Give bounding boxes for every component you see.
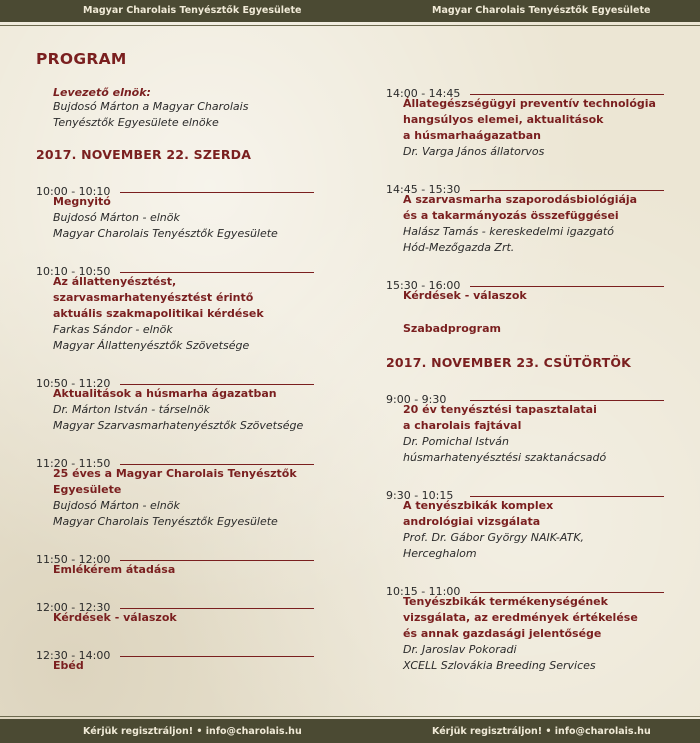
time-row — [386, 274, 676, 292]
speaker-line: Magyar Charolais Tenyésztők Egyesülete — [53, 227, 278, 240]
schedule-item — [386, 388, 676, 466]
speaker-line: XCELL Szlovákia Breeding Services — [403, 659, 596, 672]
item-body — [53, 194, 326, 242]
footer-bar — [0, 719, 700, 743]
speaker-line: Dr. Márton István - társelnök — [53, 403, 210, 416]
session-title: Megnyitó — [53, 195, 111, 208]
session-title: és annak gazdasági jelentősége — [403, 627, 602, 640]
time-slot: 10:15 - 11:00 — [386, 585, 461, 598]
time-slot: 15:30 - 16:00 — [386, 279, 461, 292]
session-title: és a takarmányozás összefüggései — [403, 209, 619, 222]
session-title: 25 éves a Magyar Charolais Tenyésztők — [53, 467, 297, 480]
time-row — [36, 452, 326, 470]
chair-line: Bujdosó Márton a Magyar Charolais — [53, 100, 249, 113]
time-slot: 11:20 - 11:50 — [36, 457, 111, 470]
time-slot: 9:00 - 9:30 — [386, 393, 447, 406]
item-body — [403, 96, 676, 160]
speaker-line: Herceghalom — [403, 547, 477, 560]
schedule-item — [36, 372, 326, 434]
speaker-line: húsmarhatenyésztési szaktanácsadó — [403, 451, 607, 464]
time-row — [36, 548, 326, 566]
schedule-item — [386, 484, 676, 562]
time-slot: 12:00 - 12:30 — [36, 601, 111, 614]
time-rule — [470, 286, 664, 287]
chair-block — [53, 86, 326, 131]
schedule-item — [36, 452, 326, 530]
time-row — [36, 644, 326, 662]
speaker-line: Hód-Mezőgazda Zrt. — [403, 241, 515, 254]
time-slot: 12:30 - 14:00 — [36, 649, 111, 662]
footer-divider — [0, 716, 700, 717]
time-rule — [470, 190, 664, 191]
time-rule — [120, 560, 314, 561]
day1-schedule-continued — [386, 82, 676, 304]
session-title: vizsgálata, az eredmények értékelése — [403, 611, 638, 624]
session-title: Állategészségügyi preventív technológia — [403, 97, 656, 110]
speaker-line: Magyar Állattenyésztők Szövetsége — [53, 339, 250, 352]
day1-schedule — [36, 180, 326, 674]
schedule-item — [36, 260, 326, 354]
time-row — [386, 178, 676, 196]
time-rule — [470, 94, 664, 95]
time-row — [36, 180, 326, 198]
chair-label: Levezető elnök: — [53, 86, 151, 99]
session-title: A szarvasmarha szaporodásbiológiája — [403, 193, 638, 206]
speaker-line: Magyar Szarvasmarhatenyésztők Szövetsége — [53, 419, 304, 432]
item-body — [403, 192, 676, 256]
schedule-item — [36, 596, 326, 626]
time-slot: 10:00 - 10:10 — [36, 185, 111, 198]
session-title: Aktualitások a húsmarha ágazatban — [53, 387, 277, 400]
speaker-line: Dr. Varga János állatorvos — [403, 145, 545, 158]
free-program: Szabadprogram — [403, 322, 501, 335]
header-org-right: Magyar Charolais Tenyésztők Egyesülete — [432, 5, 651, 16]
session-title: Tenyészbikák termékenységének — [403, 595, 608, 608]
time-rule — [120, 384, 314, 385]
time-rule — [120, 656, 314, 657]
time-slot: 11:50 - 12:00 — [36, 553, 111, 566]
item-body — [403, 498, 676, 562]
speaker-line: Bujdosó Márton - elnök — [53, 499, 180, 512]
schedule-item — [36, 548, 326, 578]
time-rule — [120, 272, 314, 273]
session-title: szarvasmarhatenyésztést érintő — [53, 291, 254, 304]
header-divider — [0, 25, 700, 26]
time-row — [386, 580, 676, 598]
session-title: Kérdések - válaszok — [403, 289, 527, 302]
time-row — [386, 82, 676, 100]
time-row — [36, 260, 326, 278]
program-title: PROGRAM — [36, 50, 127, 68]
chair-line: Tenyésztők Egyesülete elnöke — [53, 116, 219, 129]
time-slot: 14:45 - 15:30 — [386, 183, 461, 196]
speaker-line: Halász Tamás - kereskedelmi igazgató — [403, 225, 614, 238]
time-rule — [120, 192, 314, 193]
schedule-item — [386, 274, 676, 304]
time-row — [386, 388, 676, 406]
time-rule — [120, 464, 314, 465]
speaker-line: Magyar Charolais Tenyésztők Egyesülete — [53, 515, 278, 528]
session-title: A tenyészbikák komplex — [403, 499, 554, 512]
speaker-line: Bujdosó Márton - elnök — [53, 211, 180, 224]
left-column — [36, 50, 326, 692]
speaker-line: Farkas Sándor - elnök — [53, 323, 173, 336]
footer-registration-right: Kérjük regisztráljon! • info@charolais.hu — [432, 726, 651, 737]
day2-schedule — [386, 388, 676, 674]
speaker-line: Dr. Jaroslav Pokoradi — [403, 643, 517, 656]
session-title: a charolais fajtával — [403, 419, 522, 432]
item-body — [403, 402, 676, 466]
session-title: Egyesülete — [53, 483, 122, 496]
day1-heading: 2017. NOVEMBER 22. SZERDA — [36, 147, 252, 162]
session-title: Az állattenyésztést, — [53, 275, 177, 288]
day2-heading: 2017. NOVEMBER 23. CSÜTÖRTÖK — [386, 355, 632, 370]
schedule-item — [36, 644, 326, 674]
time-rule — [120, 608, 314, 609]
speaker-line: Prof. Dr. Gábor György NAIK-ATK, — [403, 531, 585, 544]
session-title: Ebéd — [53, 659, 84, 672]
header-bar — [0, 0, 700, 22]
session-title: a húsmarhaágazatban — [403, 129, 541, 142]
right-column — [386, 82, 676, 692]
session-title: 20 év tenyésztési tapasztalatai — [403, 403, 597, 416]
item-body — [403, 594, 676, 674]
header-org-left: Magyar Charolais Tenyésztők Egyesülete — [83, 5, 302, 16]
time-slot: 10:10 - 10:50 — [36, 265, 111, 278]
time-slot: 14:00 - 14:45 — [386, 87, 461, 100]
item-body — [53, 466, 326, 530]
session-title: Kérdések - válaszok — [53, 611, 177, 624]
session-title: andrológiai vizsgálata — [403, 515, 541, 528]
time-rule — [470, 400, 664, 401]
footer-registration-left: Kérjük regisztráljon! • info@charolais.hu — [83, 726, 302, 737]
speaker-line: Dr. Pomichal István — [403, 435, 509, 448]
schedule-item — [386, 580, 676, 674]
session-title: aktuális szakmapolitikai kérdések — [53, 307, 264, 320]
session-title: hangsúlyos elemei, aktualitások — [403, 113, 604, 126]
schedule-item — [386, 82, 676, 160]
item-body — [53, 386, 326, 434]
schedule-item — [386, 178, 676, 256]
time-row — [36, 596, 326, 614]
time-slot: 10:50 - 11:20 — [36, 377, 111, 390]
schedule-item — [36, 180, 326, 242]
item-body — [53, 274, 326, 354]
session-title: Emlékérem átadása — [53, 563, 176, 576]
time-row — [386, 484, 676, 502]
time-rule — [470, 496, 664, 497]
time-row — [36, 372, 326, 390]
time-rule — [470, 592, 664, 593]
time-slot: 9:30 - 10:15 — [386, 489, 454, 502]
